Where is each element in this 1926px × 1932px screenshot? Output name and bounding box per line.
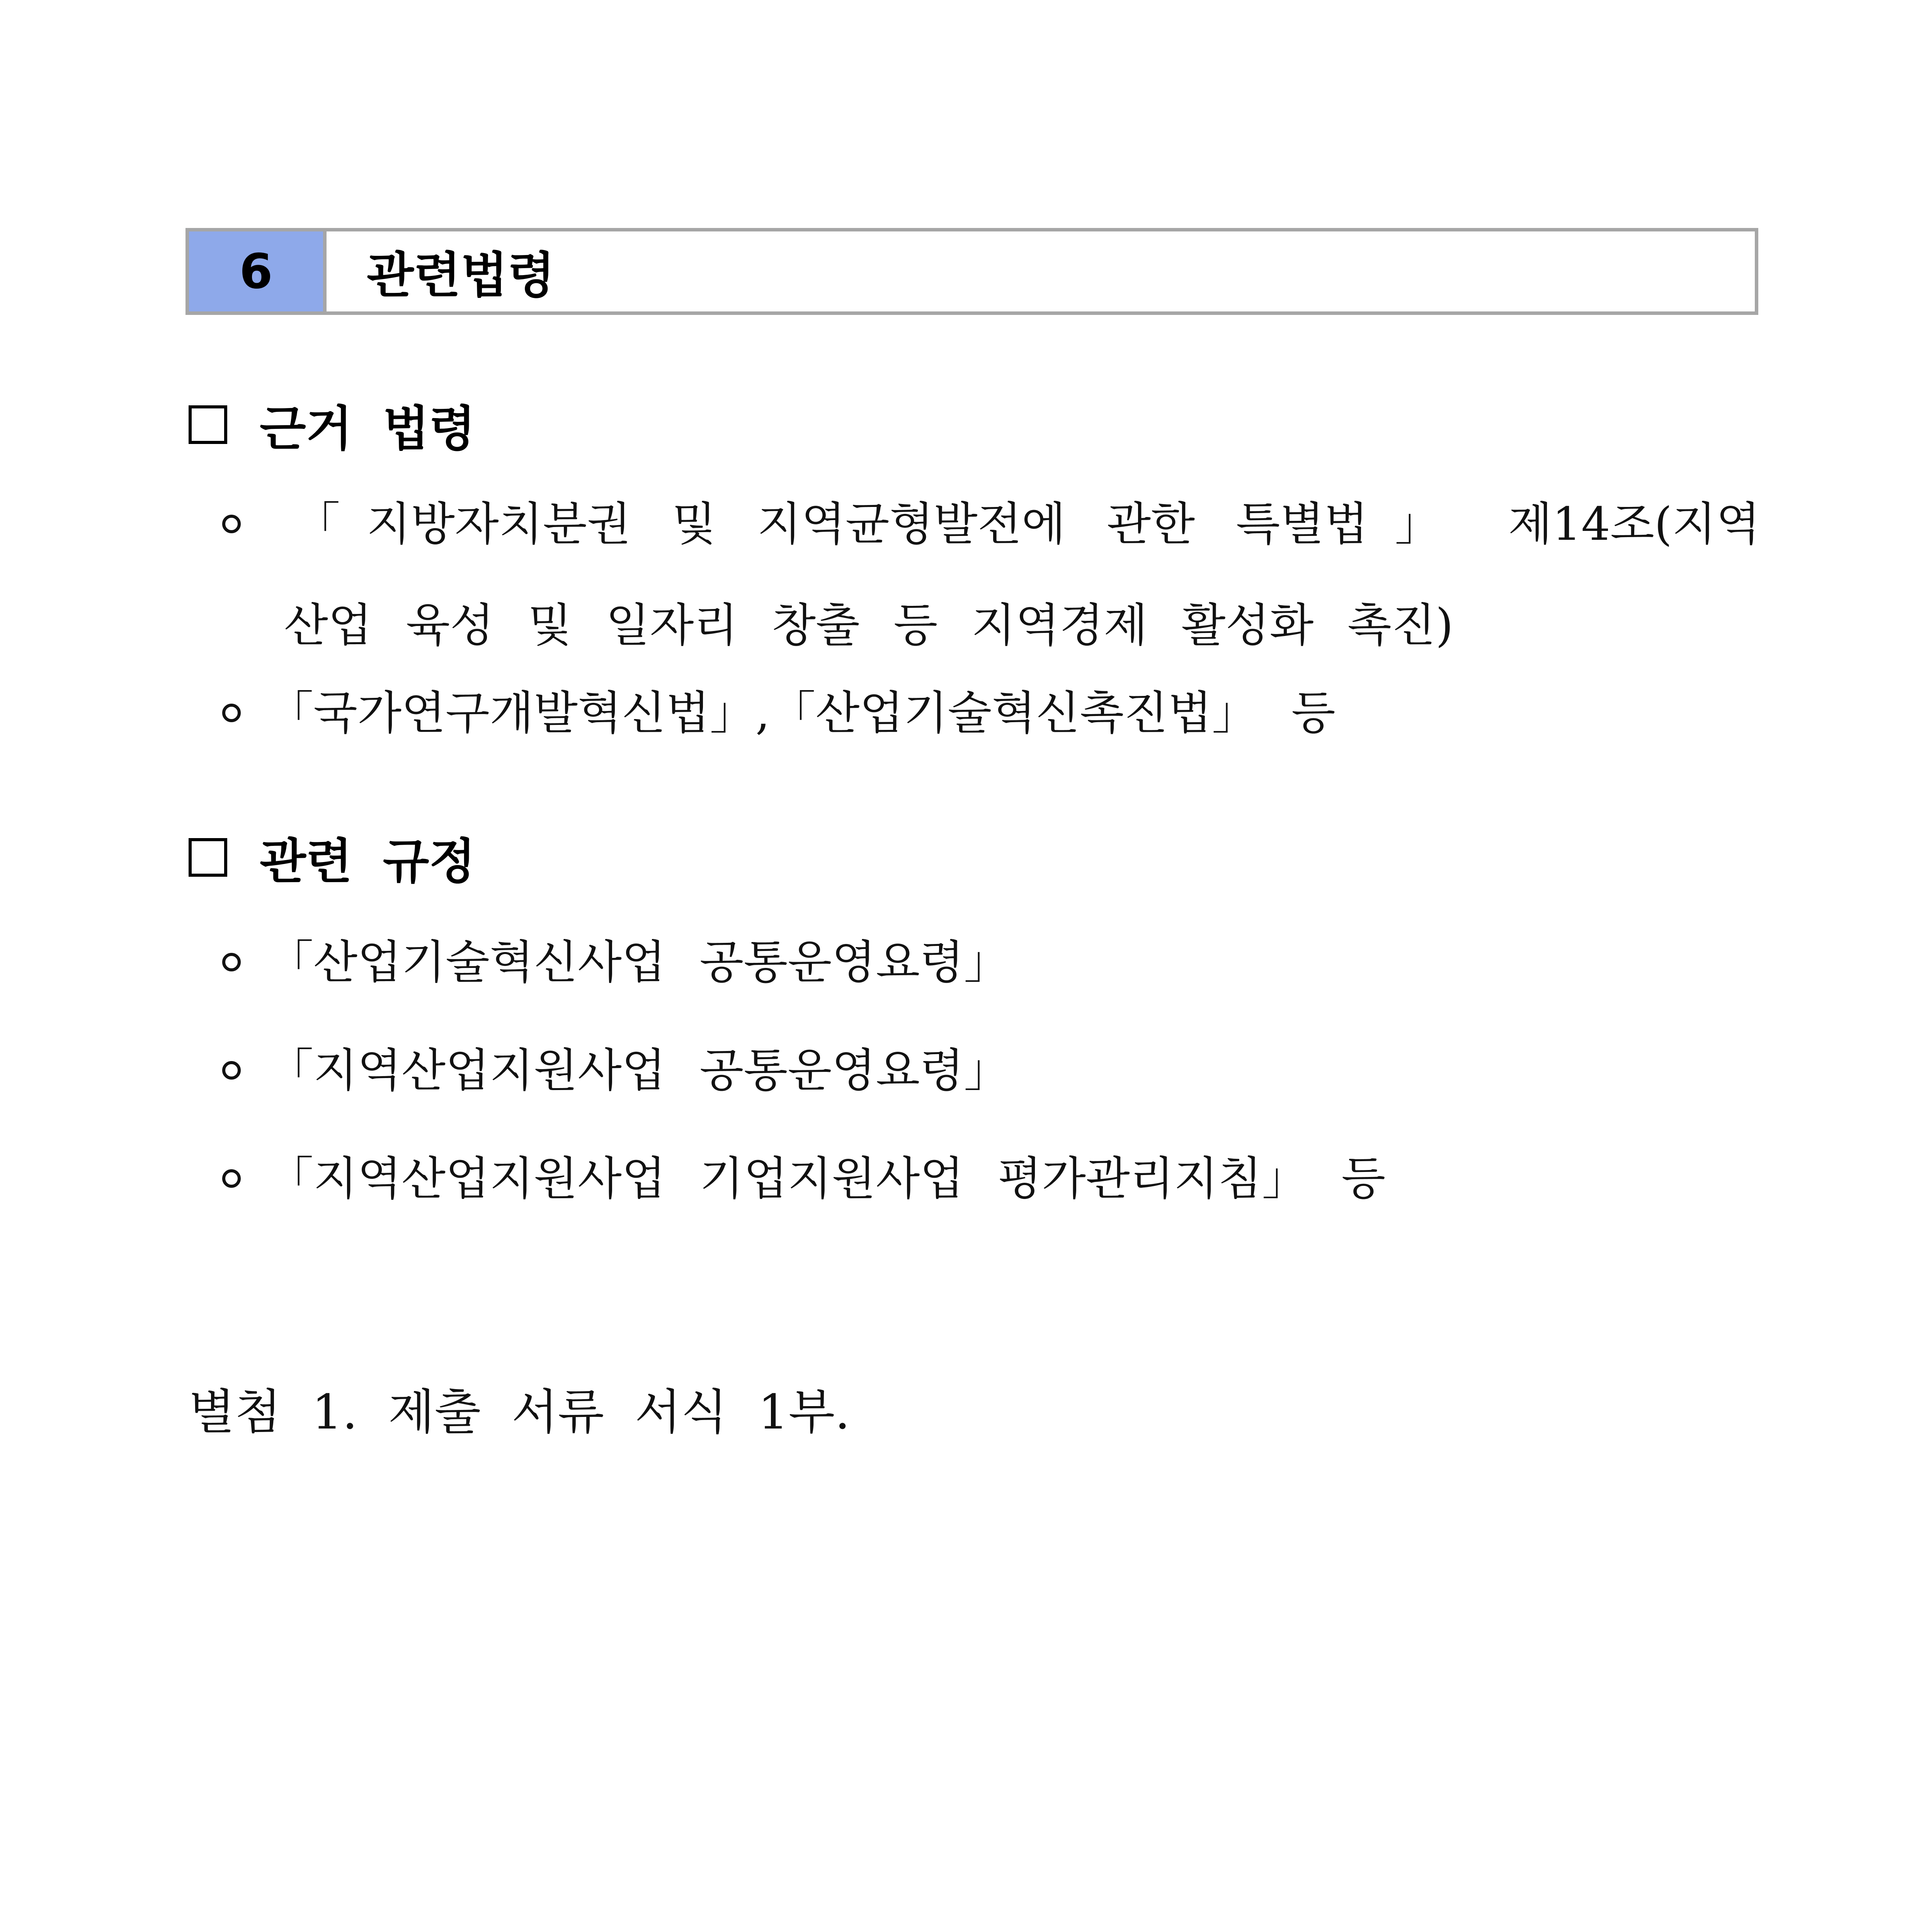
list-item-text: 「지역산업지원사업 공통운영요령」 [268,1044,1010,1097]
section-number: 6 [189,231,327,311]
circle-bullet-icon [222,704,241,722]
circle-bullet-icon [222,1061,241,1080]
square-bullet-icon [189,838,227,877]
list-item-line-1: 「지방자치분권 및 지역균형발전에 관한 특별법」 제14조(지역 [222,473,1760,575]
list-item-text: 「국가연구개발혁신법」,「산업기술혁신촉진법」 등 [268,686,1336,740]
square-bullet-icon [189,405,227,444]
list-item [222,661,1336,765]
section-title: 관련법령 [367,247,555,304]
list-item [222,910,1009,1014]
circle-bullet-icon [222,1169,241,1188]
list-item-line-2: 산업 육성 및 일자리 창출 등 지역경제 활성화 촉진) [284,599,1453,652]
group-heading-label: 관련 규정 [260,834,476,889]
list-item [222,1126,1385,1231]
section-header [185,228,1758,315]
group-heading-label: 근거 법령 [260,401,476,457]
list-item [222,1018,1009,1122]
list-item-text: 「지역산업지원사업 기업지원사업 평가관리지침」 등 [268,1152,1386,1205]
group-heading-basis-laws [189,390,475,459]
circle-bullet-icon [222,515,241,533]
group-heading-related-rules [189,823,475,892]
circle-bullet-icon [222,953,241,971]
list-item [222,473,1760,676]
attachment-note: 별첨 1. 제출 서류 서식 1부. [189,1384,850,1440]
list-item-text: 「산업기술혁신사업 공통운영요령」 [268,935,1010,989]
